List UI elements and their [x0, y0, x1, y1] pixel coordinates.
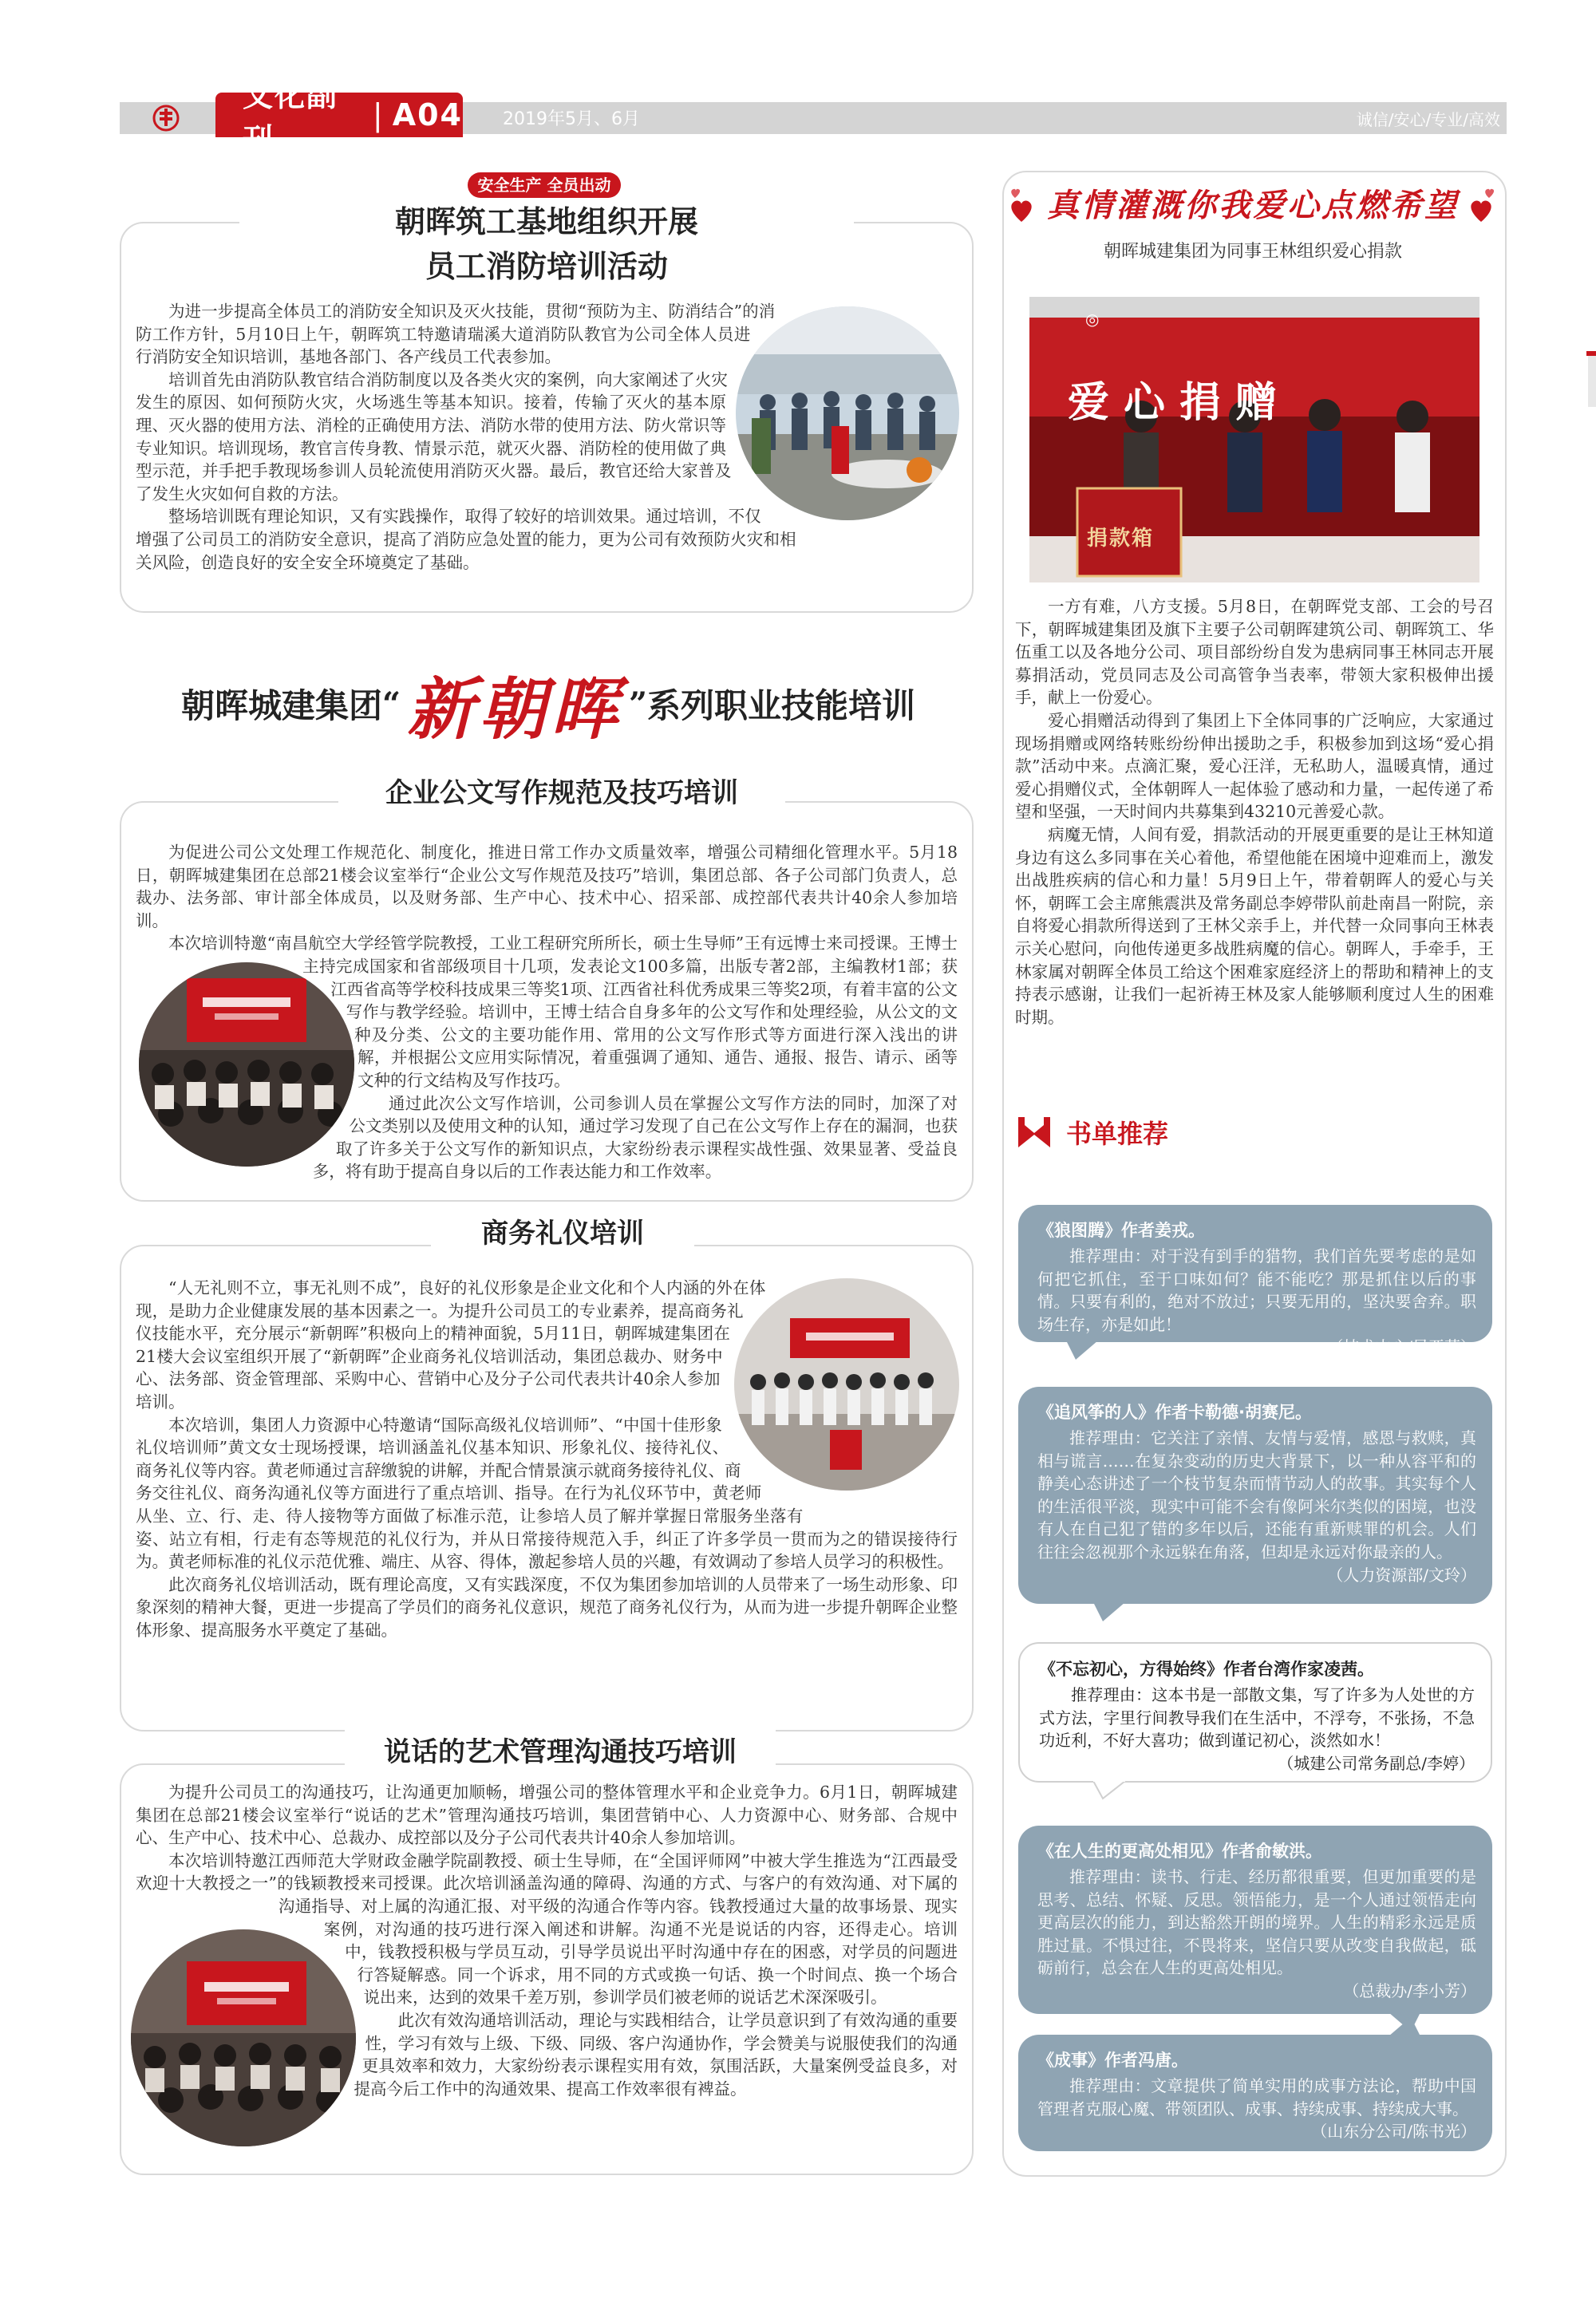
book-card [1018, 1826, 1492, 2014]
fire-article-body [136, 300, 958, 574]
doc-article-title: 企业公文写作规范及技巧培训 [338, 771, 785, 810]
bubble-tail-icon [1093, 1602, 1125, 1621]
header-slogan: 诚信/安心/专业/高效 [1356, 110, 1500, 129]
donation-body [1015, 595, 1494, 1029]
page-edge-mark [1588, 351, 1596, 407]
book-reason: 推荐理由：文章提供了简单实用的成事方法论，帮助中国管理者克服心魔、带领团队、成事、持续成事、持续成大事。 [1037, 2076, 1476, 2118]
book-card [1018, 1642, 1492, 1783]
paragraph: 本次培训特邀“南昌航空大学经管学院教授，工业工程研究所所长，硕士生导师”王有远博士来司授课。王博士主持完成国家和省部级项目十几项，发表论文100多篇，出版专著2部，主编教材1部；获江西省高等学校科技成果三等奖1项、江西省社科优秀成果三等奖2项，有着丰富的公文写作与教学经验。培训中，王博士结合自身多年的公文写作和处理经验，从公文的文种及分类、公文的主要功能作用、常用的公文写作形式等方面进行深入浅出的讲解，并根据公文应用实际情况，着重强调了通知、通告、通报、报告、请示、函等文种的行文结构及写作技巧。 [168, 934, 958, 1090]
book-title: 《成事》作者冯唐。 [1037, 2051, 1188, 2070]
company-logo-icon: ◎ [1085, 310, 1100, 329]
book-title: 《在人生的更高处相见》作者俞敏洪。 [1037, 1842, 1322, 1861]
book-card [1018, 1205, 1492, 1357]
book-card [1018, 2035, 1492, 2151]
series-title [123, 664, 974, 748]
paragraph: 一方有难，八方支援。5月8日，在朝晖党支部、工会的号召下，朝晖城建集团及旗下主要子公司朝晖建筑公司、朝晖筑工、华伍重工以及各地分公司、项目部纷纷自发为患病同事王林同志开展募捐活动，党员同志及公司高管争当表率，带领大家积极伸出援手，献上一份爱心。 [1015, 597, 1494, 708]
section-name: 文化副刊 [243, 78, 339, 157]
book-recommender: （城建公司常务副总/李婷） [1278, 1753, 1475, 1773]
paragraph: “人无礼则不立，事无礼则不成”，良好的礼仪形象是企业文化和个人内涵的外在体现，是助力企业健康发展的基本因素之一。为提升公司员工的专业素养，提高商务礼仪技能水平，充分展示“新朝晖”积极向上的精神面貌，5月11日，朝晖城建集团在21楼大会议室组织开展了“新朝晖”企业商务礼仪培训活动，集团总裁办、财务中心、法务部、资金管理部、采购中心、营销中心及分子公司代表共计40余人参加培训。 [136, 1278, 766, 1412]
book-recommender: （山东分公司/陈书光） [1311, 2122, 1476, 2142]
book-recommender: （总裁办/李小芳） [1343, 1980, 1476, 2000]
book-card [1018, 1387, 1492, 1604]
talk-article-body [136, 1781, 958, 2140]
photo-wrap-space [136, 969, 362, 1176]
section-tab: 文化副刊 | A04 [215, 93, 463, 137]
talk-article-title: 说话的艺术管理沟通技巧培训 [345, 1730, 776, 1769]
book-recommender: （人力资源部/文玲） [1327, 1565, 1476, 1585]
donation-photo [1029, 297, 1479, 582]
donation-box-label: 捐款箱 [1087, 527, 1155, 551]
company-logo-icon [148, 104, 184, 132]
paragraph: 整场培训既有理论知识，又有实践操作，取得了较好的培训效果。通过培训，不仅增强了公司员工的消防安全意识，提高了消防应急处置的能力，更为公司有效预防火灾和相关风险，创造良好的安全安全环境奠定了基础。 [136, 507, 796, 572]
fire-title-line1: 朝晖筑工基地组织开展 [394, 204, 698, 239]
etiquette-article-title: 商务礼仪培训 [431, 1211, 694, 1250]
paragraph: 本次培训特邀江西师范大学财政金融学院副教授、硕士生导师，在“全国评师网”中被大学生推选为“江西最受欢迎十大教授之一”的钱颖教授来司授课。此次培训涵盖沟通的障碍、沟通的方式、与客户的有效沟通、对下属的沟通指导、对上属的沟通汇报、对平级的沟通合作等内容。钱教授通过大量的故事场景、现实案例，对沟通的技巧进行深入阐述和讲解。沟通不光是说话的内容，还得走心。培训中，钱教授积极与学员互动，引导学员说出平时沟通中存在的困惑，对学员的问题进行答疑解惑。同一个诉求，用不同的方式或换一句话、换一个时间点、换一个场合说出来，达到的效果千差万别，参训学员们被老师的说话艺术深深吸引。 [136, 1850, 958, 2008]
paragraph: 爱心捐赠活动得到了集团上下全体同事的广泛响应，大家通过现场捐赠或网络转账纷纷伸出援助之手，积极参加到这场“爱心捐款”活动中来。点滴汇聚，爱心汪洋，无私助人，温暖真情，通过爱心捐赠仪式，全体朝晖人一起体验了感动和力量，一起传递了希望和坚强，一天时间内共募集到43210元善爱心款。 [1015, 710, 1494, 822]
doc-article-body [136, 841, 958, 1183]
paragraph: 病魔无情，人间有爱，捐款活动的开展更重要的是让王林知道身边有这么多同事在关心着他，希望他能在困境中迎难而上，激发出战胜疾病的信心和力量！5月9日上午，带着朝晖人的爱心与关怀，朝晖工会主席熊震洪及常务副总李婷带队前赴南昌一附院，亲自将爱心捐款所得送到了王林父亲手上，并代替一众同事向王林表示关心慰问，向他传递更多战胜病魔的信心。朝晖人，手牵手，王林家属对朝晖全体员工给这个困难家庭经济上的帮助和精神上的支持表示感谢，让我们一起祈祷王林及家人能够顺利度过人生的困难时期。 [1015, 824, 1494, 1027]
paragraph: 此次商务礼仪培训活动，既有理论高度，又有实践深度，不仅为集团参加培训的人员带来了一场生动形象、印象深刻的精神大餐，更进一步提高了学员们的商务礼仪意识，规范了商务礼仪行为，从而为进一步提升朝晖企业整体形象、提高服务水平奠定了基础。 [136, 1574, 958, 1640]
paragraph: 本次培训，集团人力资源中心特邀请“国际高级礼仪培训师”、“中国十佳形象礼仪培训师”黄文女士现场授课，培训涵盖礼仪基本知识、形象礼仪、接待礼仪、商务礼仪等内容。黄老师通过言辞缴貌的讲解，并配合情景演示就商务接待礼仪、商务交往礼仪、商务沟通礼仪等方面进行了重点培训、指导。在行为礼仪环节中，黄老师从坐、立、行、走、待人接物等方面做了标准示范，让参培人员了解并掌握日常服务坐落有姿、站立有相，行走有态等规范的礼仪行为，并从日常接待规范入手，纠正了许多学员一贯而为之的错误接待行为。黄老师标准的礼仪示范优雅、端庄、从容、得体，激起参培人员的兴趣，有效调动了参培人员学习的积极性。 [136, 1415, 958, 1572]
series-name: 新朝晖 [406, 669, 622, 748]
fire-title-line2: 员工消防培训活动 [425, 249, 668, 284]
series-suffix: 系列职业技能培训 [647, 686, 916, 725]
etiquette-article-body [136, 1277, 958, 1642]
article-tag: 安全生产 全员出动 [468, 172, 621, 198]
fire-article-title [239, 199, 854, 289]
book-title: 《狼图腾》作者姜戎。 [1037, 1221, 1205, 1240]
photo-wrap-space [718, 1277, 958, 1508]
book-reason: 推荐理由：它关注了亲情、友情与爱情，感恩与救赎，真相与谎言……在复杂变动的历史大背景下，以一种从容平和的静美心态讲述了一个枝节复杂而情节动人的故事。其实每个人的生活很平淡，现实中可能不会有像阿米尔类似的困境，也没有人在自己犯了错的多年以后，还能有重新赎罪的机会。人们往往会忽视那个永远躲在角落，但却是永远对你最亲的人。 [1037, 1428, 1476, 1562]
donation-banner: 爱心捐赠 [1068, 379, 1292, 427]
photo-wrap-space [136, 1917, 367, 2140]
donation-subtitle: 朝晖城建集团为同事王林组织爱心捐款 [1103, 242, 1402, 262]
paragraph: 此次有效沟通培训活动，理论与实践相结合，让学员意识到了有效沟通的重要性，学习有效与上级、下级、同级、客户沟通协作，学会赞美与说服使我们的沟通更具效率和效力，大家纷纷表示课程实用有效，氛围活跃，大量案例受益良多，对提高今后工作中的沟通效果、提高工作效率很有裨益。 [354, 2010, 958, 2099]
book-reason: 推荐理由：这本书是一部散文集，写了许多为人处世的方式方法，字里行间教导我们在生活中，不浮夸，不张扬，不急功近利，不好大喜功；做到谨记初心，淡然如水！ [1039, 1685, 1475, 1751]
book-title: 《不忘初心，方得始终》作者台湾作家凌茜。 [1039, 1660, 1374, 1679]
book-section-header [1017, 1114, 1256, 1151]
issue-date: 2019年5月、6月 [503, 109, 640, 129]
book-reason: 推荐理由：对于没有到手的猎物，我们首先要考虑的是如何把它抓住，至于口味如何？能不能吃？那是抓住以后的事情。只要有利的，绝对不放过；只要无用的，坚决要舍弃。职场生存，亦是如此！ [1037, 1246, 1476, 1334]
paragraph: 培训首先由消防队教官结合消防制度以及各类火灾的案例，向大家阐述了火灾发生的原因、如何预防火灾，火场逃生等基本知识。接着，传输了灭火的基本原理、灭火器的使用方法、消栓的正确使用方法、消防水带的使用方法、防火常识等专业知识。培训现场，教官言传身教、情景示范，就灭火器、消防栓的使用做了典型示范，并手把手教现场参训人员轮流使用消防灭火器。最后，教官还给大家普及了发生火灾如何自救的方法。 [136, 369, 732, 503]
bubble-tail-icon [1389, 2017, 1420, 2036]
series-open-quote: “ [381, 685, 401, 723]
book-reason: 推荐理由：读书、行走、经历都很重要，但更加重要的是思考、总结、怀疑、反思。领悟能力，是一个人通过领悟走向更高层次的能力，到达豁然开朗的境界。人生的精彩永远是质胜过量。不惧过往，不畏将来，坚信只要从改变自我做起，砥砺前行，总会在人生的更高处相见。 [1037, 1867, 1476, 1978]
page-edge-accent [1586, 351, 1596, 356]
book-recommender: （技术中心/吴亚荣） [1327, 1337, 1476, 1357]
paragraph: 为进一步提高全体员工的消防安全知识及灭火技能，贯彻“预防为主、防消结合”的消防工作方针，5月10日上午，朝晖筑工特邀请瑞溪大道消防队教官为公司全体人员进行消防安全知识培训，基地各部门、各产线员工代表参加。 [136, 302, 776, 367]
paragraph: 通过此次公文写作培训，公司参训人员在掌握公文写作方法的同时，加深了对公文类别以及使用文种的认知，通过学习发现了自己在公文写作上存在的漏洞，也获取了许多关于公文写作的新知识点，大家纷纷表示课程实战性强、效果显著、受益良多，将有助于提高自身以后的工作表达能力和工作效率。 [312, 1093, 958, 1182]
bubble-tail-icon [1093, 1779, 1125, 1800]
paragraph: 为促进公司公文处理工作规范化、制度化，推进日常工作办文质量效率，增强公司精细化管理水平。5月18日，朝晖城建集团在总部21楼会议室举行“企业公文写作规范及技巧”培训，集团总部、各子公司部门负责人，总裁办、法务部、审计部全体成员，以及财务部、生产中心、技术中心、招采部、成控部代表共计40余人参加培训。 [136, 843, 958, 930]
bubble-tail-icon [1066, 1341, 1098, 1360]
series-prefix: 朝晖城建集团 [180, 686, 382, 725]
paragraph: 为提升公司员工的沟通技巧，让沟通更加顺畅，增强公司的整体管理水平和企业竞争力。6月1日，朝晖城建集团在总部21楼会议室举行“说话的艺术”管理沟通技巧培训，集团营销中心、人力资源中心、财务部、合规中心、生产中心、技术中心、总裁办、成控部以及分子公司代表共计40余人参加培训。 [136, 1783, 958, 1848]
book-title: 《追风筝的人》作者卡勒德·胡赛尼。 [1037, 1403, 1312, 1422]
bookmark-icon [1017, 1115, 1052, 1149]
photo-wrap-space [726, 300, 958, 539]
page-number: A04 [392, 97, 463, 132]
series-close-quote: ” [629, 685, 648, 723]
donation-heading: 真情灌溉你我爱心点燃希望 [1047, 187, 1459, 224]
book-section-title: 书单推荐 [1066, 1119, 1169, 1149]
